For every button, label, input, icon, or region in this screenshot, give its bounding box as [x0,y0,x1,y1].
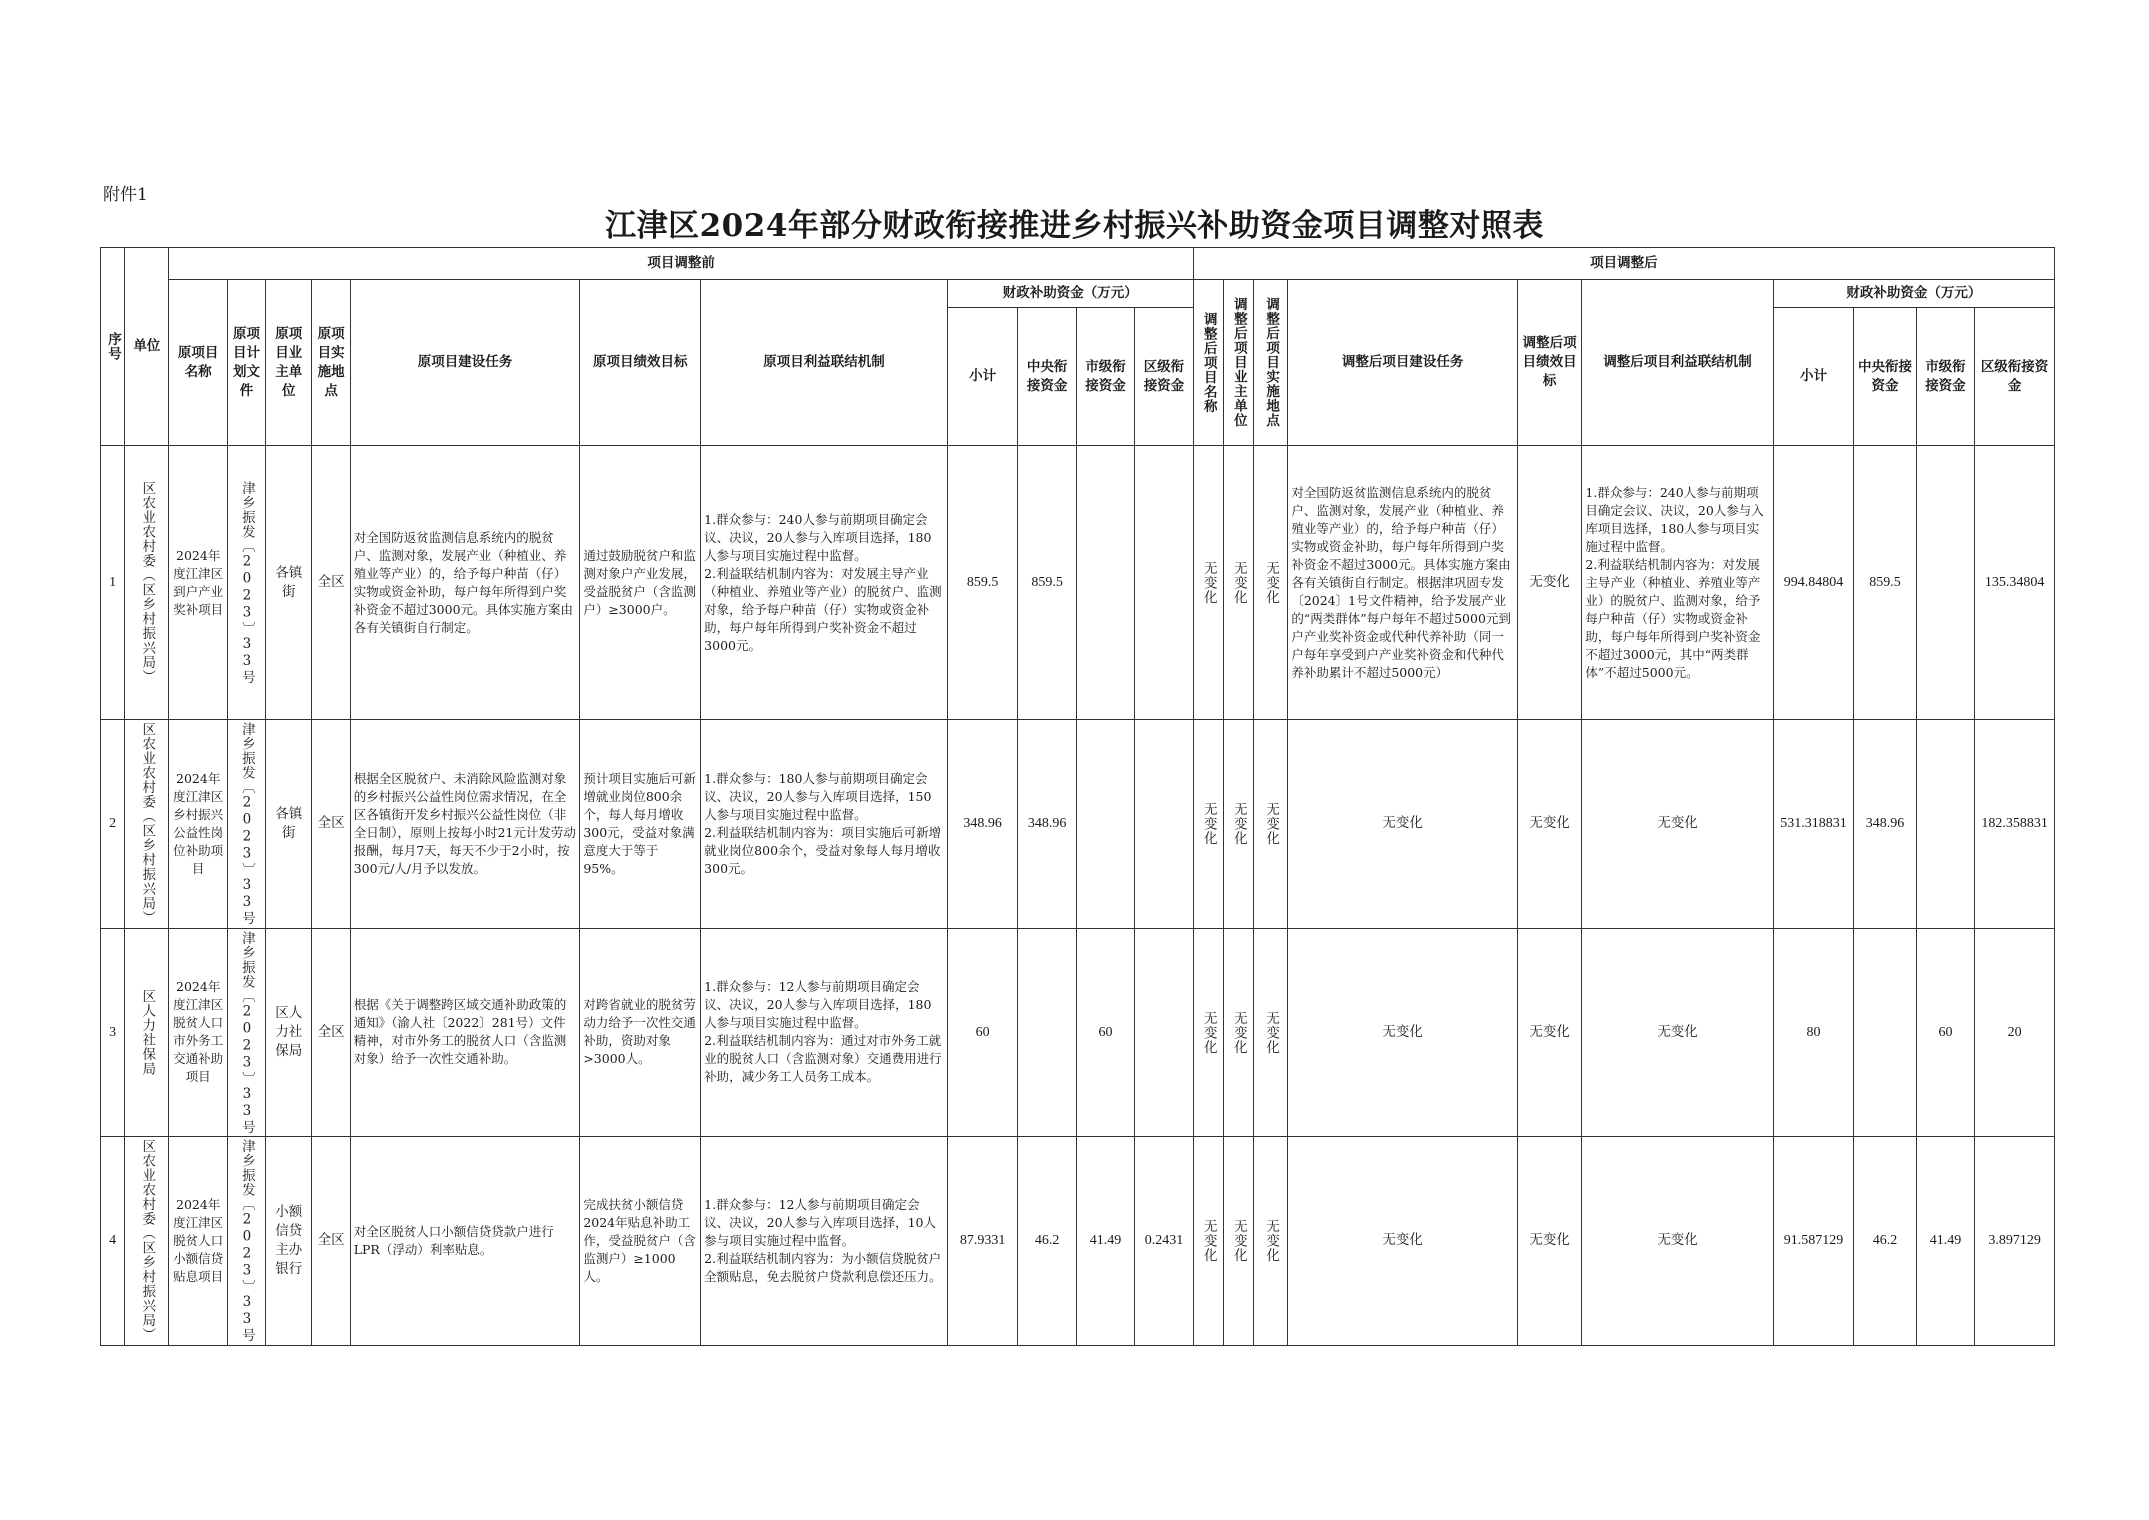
table-row [101,446,2055,720]
header-central: 中央衔接资金 [1018,308,1076,446]
cell-city: 60 [1076,928,1134,1137]
cell-adj-owner: 无变化 [1223,720,1253,929]
cell-owner: 各镇街 [266,446,312,720]
cell-mech: 1.群众参与：12人参与前期项目确定会议、决议，20人参与入库项目选择，180人参与项目实施过程中监督。 2.利益联结机制内容为：通过对市外务工就业的脱贫人口（含监测对象）交通费用进行补助，减少务工人员务工成本。 [701,928,948,1137]
cell-adj-place: 无变化 [1254,720,1288,929]
cell-central: 859.5 [1018,446,1076,720]
cell-adj-name: 无变化 [1193,1137,1223,1346]
cell-owner: 各镇街 [266,720,312,929]
cell-adj-task: 无变化 [1288,720,1518,929]
cell-unit: 区农业农村委（区乡村振兴局） [125,720,169,929]
cell-file: 津乡振发〔2023〕33号 [227,446,265,720]
cell-subtotal: 87.9331 [947,1137,1017,1346]
header-orig-file: 原项目计划文件 [227,280,265,446]
table-row [101,1137,2055,1346]
cell-adj-subtotal: 994.84804 [1773,446,1854,720]
cell-adj-place: 无变化 [1254,928,1288,1137]
header-subtotal2: 小计 [1773,308,1854,446]
cell-adj-owner: 无变化 [1223,1137,1253,1346]
cell-adj-goal: 无变化 [1517,928,1581,1137]
header-orig-owner: 原项目业主单位 [266,280,312,446]
cell-name: 2024年度江津区脱贫人口市外务工交通补助项目 [169,928,227,1137]
cell-adj-mech: 无变化 [1582,720,1773,929]
cell-subtotal: 60 [947,928,1017,1137]
cell-file: 津乡振发〔2023〕33号 [227,928,265,1137]
cell-mech: 1.群众参与：12人参与前期项目确定会议、决议，20人参与入库项目选择，10人参与项目实施过程中监督。 2.利益联结机制内容为：为小额信贷脱贫户全额贴息，免去脱贫户贷款利息偿还压力。 [701,1137,948,1346]
cell-unit: 区农业农村委（区乡村振兴局） [125,446,169,720]
cell-adj-name: 无变化 [1193,720,1223,929]
cell-task: 根据全区脱贫户、未消除风险监测对象的乡村振兴公益性岗位需求情况，在全区各镇街开发乡村振兴公益性岗位（非全日制），原则上按每小时21元计发劳动报酬，每月7天，每天不少于2小时，按300元/人/月予以发放。 [350,720,580,929]
cell-adj-mech: 1.群众参与：240人参与前期项目确定会议、决议，20人参与入库项目选择，180人参与项目实施过程中监督。 2.利益联结机制内容为：对发展主导产业（种植业、养殖业等产业）的脱贫户、监测对象，给予每户种苗（仔）实物或资金补助，每户每年所得到户奖补资金不超过3000元，其中“两类群体”不超过5000元。 [1582,446,1773,720]
cell-central: 348.96 [1018,720,1076,929]
adjustment-table [100,247,2055,1346]
cell-adj-district: 20 [1975,928,2055,1137]
cell-task: 对全国防返贫监测信息系统内的脱贫户、监测对象，发展产业（种植业、养殖业等产业）的，给予每户种苗（仔）实物或资金补助，每户每年所得到户奖补资金不超过3000元。具体实施方案由各有关镇街自行制定。 [350,446,580,720]
header-adj-place: 调整后项目实施地点 [1254,280,1288,446]
cell-adj-task: 无变化 [1288,1137,1518,1346]
cell-adj-central: 859.5 [1854,446,1916,720]
cell-central [1018,928,1076,1137]
header-adj-mech: 调整后项目利益联结机制 [1582,280,1773,446]
cell-seq: 2 [101,720,125,929]
cell-adj-goal: 无变化 [1517,446,1581,720]
cell-goal: 预计项目实施后可新增就业岗位800余个，每人每月增收300元，受益对象满意度大于等于95%。 [580,720,701,929]
cell-file: 津乡振发〔2023〕33号 [227,720,265,929]
header-city: 市级衔接资金 [1076,308,1134,446]
table-row [101,928,2055,1137]
page-title: 江津区2024年部分财政衔接推进乡村振兴补助资金项目调整对照表 [605,208,1544,244]
header-orig-place: 原项目实施地点 [312,280,350,446]
cell-adj-name: 无变化 [1193,446,1223,720]
cell-adj-place: 无变化 [1254,1137,1288,1346]
header-district2: 区级衔接资金 [1975,308,2055,446]
cell-seq: 3 [101,928,125,1137]
cell-task: 对全区脱贫人口小额信贷贷款户进行LPR（浮动）利率贴息。 [350,1137,580,1346]
header-city2: 市级衔接资金 [1916,308,1974,446]
header-central2: 中央衔接资金 [1854,308,1916,446]
cell-adj-name: 无变化 [1193,928,1223,1137]
cell-seq: 1 [101,446,125,720]
cell-adj-central: 46.2 [1854,1137,1916,1346]
cell-adj-district: 3.897129 [1975,1137,2055,1346]
cell-district [1135,446,1193,720]
header-orig-goal: 原项目绩效目标 [580,280,701,446]
cell-adj-city [1916,720,1974,929]
cell-subtotal: 859.5 [947,446,1017,720]
cell-name: 2024年度江津区到户产业奖补项目 [169,446,227,720]
cell-adj-goal: 无变化 [1517,1137,1581,1346]
cell-place: 全区 [312,720,350,929]
cell-place: 全区 [312,1137,350,1346]
cell-adj-subtotal: 531.318831 [1773,720,1854,929]
cell-place: 全区 [312,446,350,720]
header-adj-name: 调整后项目名称 [1193,280,1223,446]
cell-central: 46.2 [1018,1137,1076,1346]
cell-goal: 对跨省就业的脱贫劳动力给予一次性交通补助，资助对象>3000人。 [580,928,701,1137]
cell-unit: 区人力社保局 [125,928,169,1137]
attachment-label: 附件1 [103,185,148,205]
cell-owner: 区人力社保局 [266,928,312,1137]
cell-adj-city: 60 [1916,928,1974,1137]
cell-name: 2024年度江津区脱贫人口小额信贷贴息项目 [169,1137,227,1346]
cell-adj-task: 无变化 [1288,928,1518,1137]
header-district: 区级衔接资金 [1135,308,1193,446]
cell-subtotal: 348.96 [947,720,1017,929]
header-funds-before: 财政补助资金（万元） [947,280,1193,308]
cell-city [1076,720,1134,929]
header-orig-name: 原项目名称 [169,280,227,446]
header-orig-task: 原项目建设任务 [350,280,580,446]
cell-seq: 4 [101,1137,125,1346]
header-after-group: 项目调整后 [1193,248,2054,280]
cell-unit: 区农业农村委（区乡村振兴局） [125,1137,169,1346]
cell-owner: 小额信贷主办银行 [266,1137,312,1346]
cell-district: 0.2431 [1135,1137,1193,1346]
cell-adj-owner: 无变化 [1223,928,1253,1137]
header-adj-goal: 调整后项目绩效目标 [1517,280,1581,446]
cell-adj-goal: 无变化 [1517,720,1581,929]
cell-adj-task: 对全国防返贫监测信息系统内的脱贫户、监测对象，发展产业（种植业、养殖业等产业）的，给予每户种苗（仔）实物或资金补助，每户每年所得到户奖补资金不超过3000元。具体实施方案由各有关镇街自行制定。根据津巩固专发〔2024〕1号文件精神，给予发展产业的“两类群体”每户每年不超过5000元到户产业奖补资金或代种代养补助（同一户每年享受到户产业奖补资金和代种代养补助累计不超过5000元） [1288,446,1518,720]
cell-place: 全区 [312,928,350,1137]
cell-task: 根据《关于调整跨区域交通补助政策的通知》（渝人社〔2022〕281号）文件精神，对市外务工的脱贫人口（含监测对象）给予一次性交通补助。 [350,928,580,1137]
cell-adj-mech: 无变化 [1582,1137,1773,1346]
header-unit: 单位 [125,248,169,446]
cell-mech: 1.群众参与：180人参与前期项目确定会议、决议，20人参与入库项目选择，150人参与项目实施过程中监督。 2.利益联结机制内容为：项目实施后可新增就业岗位800余个，受益对象每人每月增收300元。 [701,720,948,929]
cell-adj-subtotal: 80 [1773,928,1854,1137]
cell-adj-subtotal: 91.587129 [1773,1137,1854,1346]
cell-adj-district: 135.34804 [1975,446,2055,720]
header-orig-mech: 原项目利益联结机制 [701,280,948,446]
cell-city: 41.49 [1076,1137,1134,1346]
header-funds-after: 财政补助资金（万元） [1773,280,2054,308]
cell-city [1076,446,1134,720]
cell-mech: 1.群众参与：240人参与前期项目确定会议、决议，20人参与入库项目选择，180人参与项目实施过程中监督。 2.利益联结机制内容为：对发展主导产业（种植业、养殖业等产业）的脱贫户、监测对象，给予每户种苗（仔）实物或资金补助，每户每年所得到户奖补资金不超过3000元。 [701,446,948,720]
cell-adj-central: 348.96 [1854,720,1916,929]
header-seq: 序号 [101,248,125,446]
cell-adj-city: 41.49 [1916,1137,1974,1346]
header-subtotal: 小计 [947,308,1017,446]
cell-name: 2024年度江津区乡村振兴公益性岗位补助项目 [169,720,227,929]
header-before-group: 项目调整前 [169,248,1193,280]
cell-adj-mech: 无变化 [1582,928,1773,1137]
table-row [101,720,2055,929]
cell-goal: 通过鼓励脱贫户和监测对象户产业发展，受益脱贫户（含监测户）≥3000户。 [580,446,701,720]
cell-adj-owner: 无变化 [1223,446,1253,720]
cell-district [1135,720,1193,929]
cell-adj-central [1854,928,1916,1137]
cell-adj-city [1916,446,1974,720]
cell-file: 津乡振发〔2023〕33号 [227,1137,265,1346]
header-adj-owner: 调整后项目业主单位 [1223,280,1253,446]
header-adj-task: 调整后项目建设任务 [1288,280,1518,446]
cell-district [1135,928,1193,1137]
cell-goal: 完成扶贫小额信贷2024年贴息补助工作，受益脱贫户（含监测户）≥1000人。 [580,1137,701,1346]
cell-adj-district: 182.358831 [1975,720,2055,929]
cell-adj-place: 无变化 [1254,446,1288,720]
